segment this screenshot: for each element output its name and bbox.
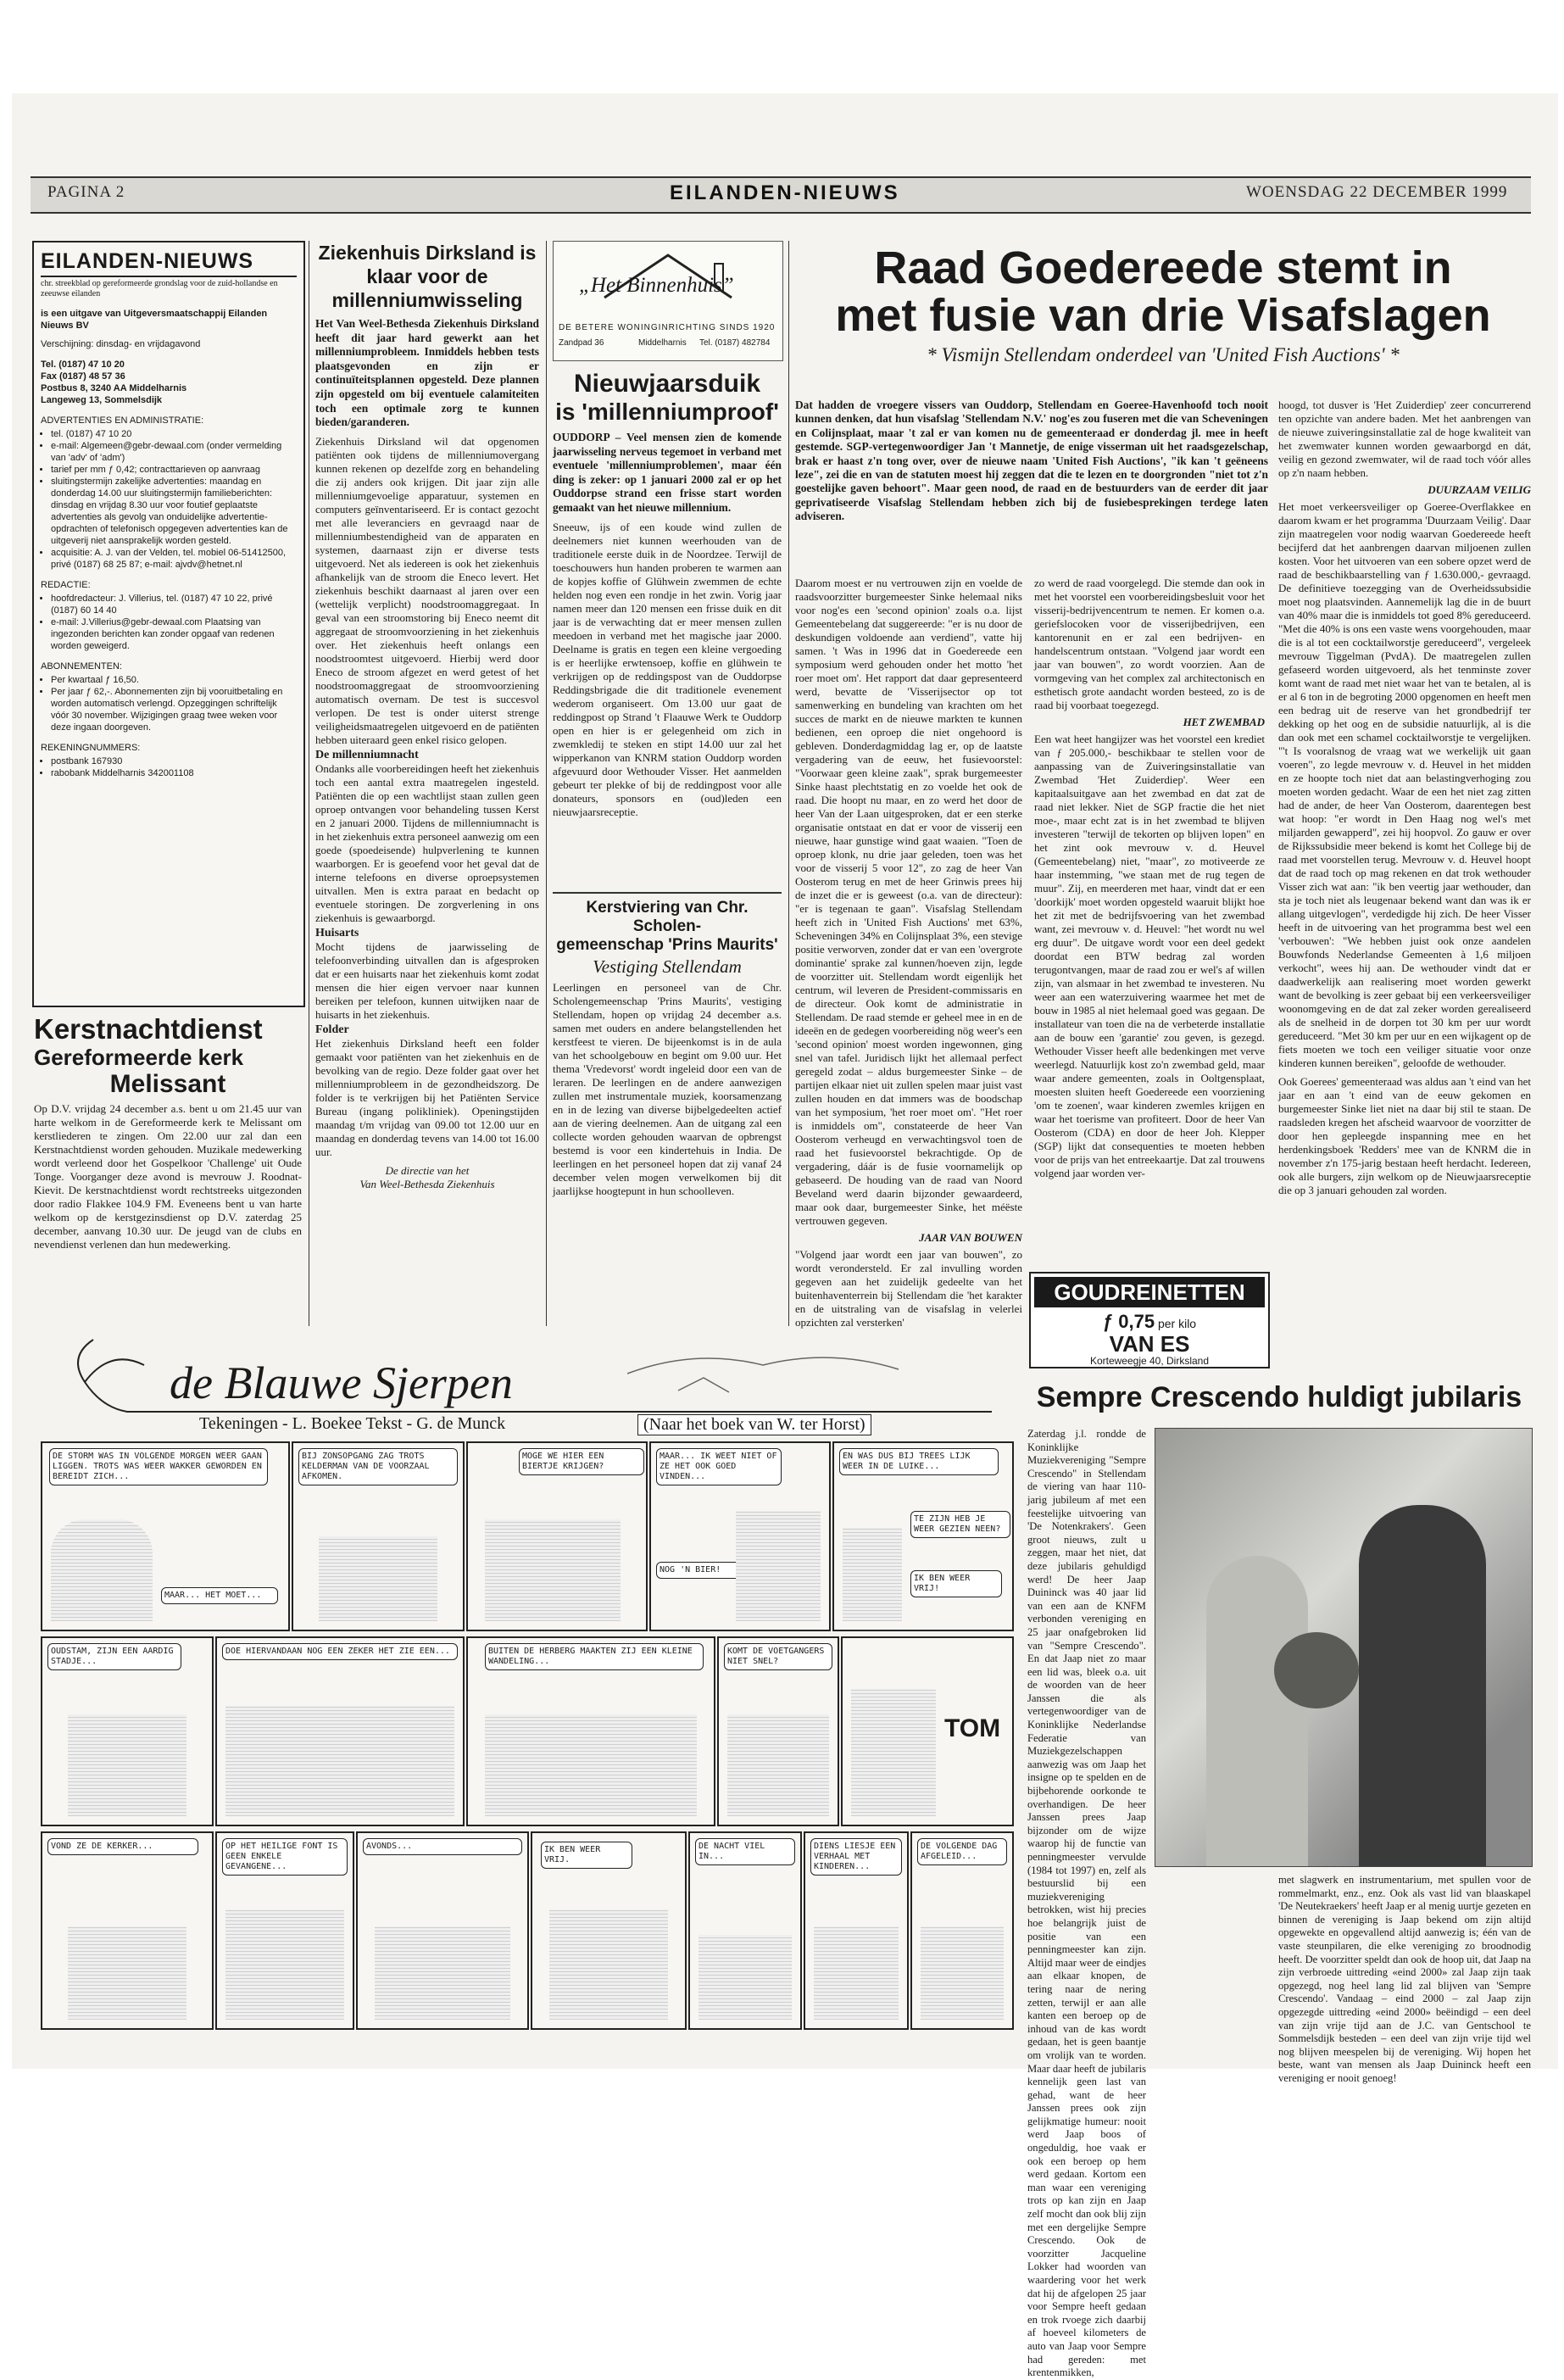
- figure: [699, 1935, 792, 2020]
- visafslag-col3: hoogd, tot dusver is 'Het Zuiderdiep' zeer concurrerend ten opzichte van andere baden. Met het aanbrengen van de nieuwe zuiveringsinstallatie zal de hoge kwaliteit van het zwemwater kunnen worden gewaarborgd en dát, veilig en gezond zwemwater, wil de raad toch vóór alles op z'n naam hebben. DUURZAAM VEILIG Het moet verkeersveiliger op Goeree-Overflakkee en daarom kwam er het programma 'Duurzaam Veilig'. Daar zijn maatregelen voor nodig waarvan Goedereede heeft becijferd dat het aanbrengen daarvan miljoenen zullen kosten. Voor het uitvoeren van een sobere opzet werd de raad de beschikbaarstelling van ƒ 1.630.000,- gevraagd. De definitieve toezegging van de Overheidssubsidie moet nog plaatsvinden. Aannemelijk lag die in de buurt van 40% maar die is inmiddels tot goed 8% gereduceerd. "Met die 40% is ons een vaste wens voorgehouden, maar die is al tot een cocktailworstje gereduceerd", vergeleek mevrouw Tiggelman (PvdA). De maatregelen zullen gefaseerd worden uitgevoerd, als het tenminste zover komt want de raad met niet waar het van te betalen, al is er al 6 ton in de begroting 2000 opgenomen en heeft men een bedrag uit de reserve van het grondbedrijf ter dekking op het oog en de subsidie natuurlijk, al is die dan ook met een schamel cocktailworstje te vergelijken. "'t Is vooralsnog de vraag wat we werkelijk uit gaan voeren", zo legde mevrouw v. d. Heuvel in het midden en ze hoopte toch niet dat aan belastingverhoging zou moeten worden gedacht. Waar de een het niet zag zitten had de ander, de heer Van Oosterom, daarentegen best wat hoop: "er wordt in Den Haag nog wel's met miljarden gewapperd", zei hij hoopvol. Zo gauw er over de Rijkssubsidie meer bekend is komt het College bij de raad met voorstellen terug. Mevrouw v. d. Heuvel hoopt dat de raad toch op mag rekenen en dat trok wethouder Visser zich wat aan: "ik ben veertig jaar wethouder, dan sta je toch niet als leugenaar bekend want dan was ik er allang uitgevlogen", verdedigde hij zich. De heer Visser heeft in de uitvoering van het programma best wel een 'verbouwen': "We hebben juist ook onze aandelen Bouwfonds Nederlandse Gemeenten à 1,6 miljoen verkocht", wees hij aan. De wethouder vindt dat er daadwerkelijk aan realisering moet worden gewerkt want de bevolking is zeer gebaat bij een verkeersveiliger woonomgeving en de dat zal zeker worden gerealiseerd als de snelheid in de dorpen tot 30 km per uur wordt gereduceerd. "Met 30 km per uur en een wijkagent op de fiets moeten we toch een veiliger situatie voor onze kinderen kunnen bereiken", geloofde de wethouder. Ook Goerees' gemeenteraad was aldus aan 't eind van het jaar en aan 't eind van de eeuw gekomen en burgemeester Sinke liet niet na daar bij stil te staan. De raadsleden kregen het afscheid waarvoor de voorzitter de door hen gepleegde inspanning mee en het herdenkingsboek 'Redders' mee van de KNRM die in november z'n 175-jarig bestaan heeft herdacht. Iedereen, ook alle burgers, zijn welkom op de Nieuwjaarsreceptie die op 3 januari gehouden zal worden.: [1278, 399, 1531, 1196]
- comic-balloon: DE STORM WAS IN VOLGENDE MORGEN WEER GAAN LIGGEN. TROTS WAS WEER WAKKER GEWORDEN EN BEREIDT ZICH...: [49, 1448, 268, 1485]
- figure: [727, 1714, 829, 1816]
- comic-panel-17: [910, 1831, 1014, 2030]
- subtitle: Vestiging Stellendam: [593, 956, 742, 977]
- visafslag-lead: Dat hadden de vroegere vissers van Ouddorp, Stellendam en Goeree-Havenhoofd toch nooit kunnen denken, dat hun visafslag 'Stellendam N.V.' nog'es zou fuseren met die van Scheveningen en Colijnsplaat, maar 't zal er van komen nu de gemeenteraad er donderdag jl. mee in heeft gestemde. SGP-vertegenwoordiger Jan 't Mannetje, de enige visserman uit het raadsgezelschap, brak er haast z'n tong over, over de nieuwe naam 'United Fish Auctions', "ik kan 't geëneens leze", zei die en van de statuten moest hij zeggen dat die te lezen en te doorgronden "niet tot z'n goestelijke gaven behoort". Maar geen nood, de raad en de bestuurders van de eerder dit jaar geprivatiseerde Visafslag Stellendam hebben zich bij de fusiebesprekingen terdege laten adviseren.: [795, 399, 1268, 523]
- comic-balloon: NOG 'N BIER!: [656, 1562, 765, 1579]
- comic-balloon: BIJ ZONSOPGANG ZAG TROTS KELDERMAN VAN DE VOORZAAL AFKOMEN.: [298, 1448, 458, 1485]
- colophon-redactie-heading: REDACTIE:: [41, 580, 91, 590]
- comic-balloon: DIENS LIESJE EEN VERHAAL MET KINDEREN...: [810, 1838, 902, 1876]
- headline-line3: Melissant: [109, 1070, 226, 1098]
- comic-panel-15: [688, 1831, 802, 2030]
- ad-binnenhuis: [553, 241, 783, 361]
- comic-panel-9: [717, 1636, 839, 1826]
- colophon-days: Verschijning: dinsdag- en vrijdagavond: [41, 339, 201, 349]
- goud-title: GOUDREINETTEN: [1034, 1277, 1265, 1307]
- comic-balloon: MAAR... IK WEET NIET OF ZE HET OOK GOED VINDEN...: [656, 1448, 782, 1485]
- colophon-ads-heading: ADVERTENTIES EN ADMINISTRATIE:: [41, 415, 204, 426]
- article-nieuwjaarsduik: [553, 370, 782, 878]
- headline-line2: Gereformeerde kerk: [34, 1045, 244, 1070]
- headline: Nieuwjaarsduik: [573, 370, 761, 398]
- column-rule: [546, 241, 547, 1326]
- figure: [68, 1714, 186, 1816]
- visafslag-sig: JAAR VAN BOUWEN: [919, 1231, 1022, 1244]
- masthead-title: EILANDEN-NIEUWS: [670, 181, 900, 204]
- comic-balloon: TE ZIJN HEB JE WEER GEZIEN NEEN?: [910, 1511, 1010, 1538]
- goud-name: VAN ES: [1109, 1331, 1190, 1357]
- figure: [843, 1528, 902, 1621]
- colophon-abon-list: • Per kwartaal ƒ 16,50. • Per jaar ƒ 62,-. Abonnementen zijn bij vooruitbetaling en worden automatisch verlengd. Opzeggingen schriftelijk vóór 30 november. Wijzigingen graag twee weken voor deze ingaan doorgeven.: [41, 674, 297, 733]
- figure: [225, 1706, 454, 1816]
- person-woman: [1206, 1556, 1308, 1866]
- paragraph: Ziekenhuis Dirksland wil dat opgenomen patiënten ook tijdens de millenniumovergang kunnen rekenen op dezelfde zorg en behandeling die zij anders ook krijgen. Dit jaar zijn alle millenniumgevoelige apparatuur, systemen en computers geïnventariseerd. Er is contact gezocht met alle leveranciers en gevraagd naar de millenniumbestendigheid van de apparaten en systemen, daarnaast zijn er diverse tests uitgevoerd. Net als iedereen is ook het ziekenhuis afhankelijk van de stroom die Eneco levert. Het ziekenhuis beschikt daarnaast al jaren over een (wettelijk verplicht) noodstroomaggregaat. In geval van een stroomstoring bij Eneco neemt dit aggregaat de stroomvoorziening in het ziekenhuis over. Het ziekenhuis heeft onlangs een noodstroomtest uitgevoerd. Hierbij werd door Eneco de stroom afgezet en werd getest of het noodstroomaggregaat de stroomvoorziening automatisch overnam. De test is succesvol verlopen. De test is onder uiterst strenge veiligheidsmaatregelen uitgevoerd en de patiënten hebben uiteraard geen enkel risico gelopen.: [315, 434, 539, 746]
- comic-sound-effect: TOM: [944, 1714, 1001, 1742]
- figure: [736, 1511, 821, 1621]
- comic-balloon: VOND ZE DE KERKER...: [47, 1838, 198, 1855]
- article-kerstviering: [553, 892, 782, 1331]
- comic-panel-6: [41, 1636, 214, 1826]
- headline: Kerstnachtdienst: [34, 1013, 263, 1045]
- colophon-contact: Tel. (0187) 47 10 20 Fax (0187) 48 57 36 Postbus 8, 3240 AA Middelharnis Langeweg 13, Sommelsdijk: [41, 360, 187, 405]
- subtitle: * Vismijn Stellendam onderdeel van 'United Fish Auctions' *: [927, 344, 1400, 365]
- headline-line2: met fusie van drie Visafslagen: [835, 290, 1491, 341]
- sempre-col1: Zaterdag j.l. rondde de Koninklijke Muziekvereniging "Sempre Crescendo" in Stellendam de viering van haar 110-jarig jubileum af met een feestelijke uitvoering van 'De Notenkrakers'. Geen groot nieuws, zult u zeggen, maar het niet, dat deze jubilaris gehuldigd werd! De heer Jaap Duininck was 40 jaar lid van een aan de KNFM verbonden vereniging en 25 jaar onafgebroken lid van "Sempre Crescendo". En dat Jaap niet zo maar een lid was, bleek o.a. uit de woorden van de heer Janssen die als vertegenwoordiger van de Koninklijke Nederlandse Federatie van Muziekgezelschappen aanwezig was om Jaap het insigne op te spelden en de bijbehorende oorkonde te overhandigen. De heer Janssen prees Jaap bijzonder om de wijze waarop hij de functie van penningmeester vervulde (1984 tot 1997) en, zelf als bestuurslid bij een muziekvereniging betrokken, wist hij precies hoe belangrijk juist de positie van een penningmeester kan zijn. Altijd maar weer de eindjes aan elkaar knopen, de tering naar de nering zetten, terwijl er aan alle kanten een beroep op de inhoud van de kas wordt gedaan, het is geen baantje om vrolijk van te worden. Maar daar heeft de jubilaris kennelijk geen last van gehad, want de heer Janssen prees ook zijn gelijkmatige humeur: nooit werd Jaap boos of ongeduldig, hoe vaak er ook een beroep op hem werd gedaan. Kortom een man waar een vereniging trots op kan zijn en Jaap zelf mocht dan ook blij zijn met een dergelijke Sempre Crescendo. Ook de voorzitter Jacqueline Lokker had woorden van waardering voor het werk dat hij de afgelopen 25 jaar voor Sempre heeft gedaan en trok rvoege zich daarbij af hoeveel kilometers de auto van Jaap voor Sempre had gereden: met krentenmikken,: [1027, 1428, 1146, 2379]
- goud-price-row: ƒ 0,75 per kilo: [1102, 1311, 1197, 1332]
- issue-date: WOENSDAG 22 DECEMBER 1999: [1246, 183, 1508, 201]
- paragraph: Mocht tijdens de jaarwisseling de telefoonverbinding uitvallen dan is afgesproken dat er een huisarts naar het ziekenhuis komt zodat mensen die hier eigen vervoer naar kunnen bereiken per telefoon, kunnen uitwijken naar de huisarts in het ziekenhuis.: [315, 939, 539, 1021]
- comic-balloon: DE VOLGENDE DAG AFGELEID...: [917, 1838, 1007, 1865]
- comic-panel-13: [356, 1831, 529, 2030]
- comic-panel-2: [292, 1441, 465, 1631]
- comic-panel-12: [215, 1831, 354, 2030]
- comic-source: (Naar het boek van W. ter Horst): [637, 1414, 871, 1435]
- flowers: [1274, 1632, 1359, 1708]
- goud-address: Korteweegje 40, Dirksland: [1089, 1355, 1210, 1367]
- figure: [68, 1926, 186, 2020]
- lead: OUDDORP – Veel mensen zien de komende jaarwisseling nerveus tegemoet in verband met eventuele 'millenniumproblemen', maar één ding is zeker: op 1 januari 2000 zal er op het Ouddorpse strand een frisse start worden gemaakt van het nieuwe millennium.: [553, 431, 782, 514]
- figure: [225, 1909, 344, 2020]
- article-body: Leerlingen en personeel van de Chr. Scholengemeenschap 'Prins Maurits', vestiging Stellendam, hopen op vrijdag 24 december a.s. samen met ouders en andere belangstellenden het kerstfeest te vieren. De bijeenkomst is in de aula van het schoolgebouw en begint om 9.00 uur. Het thema 'Vredevorst' wordt ingeleid door een van de leraren. De leerlingen en de andere aanwezigen zullen met instrumentale muziek, koorsamenzang en in de lezing van diverse bijbelgedeelten actief aan de viering deelnemen. Aan de uitgang zal een collecte worden gehouden waarvan de opbrengst bestemd is voor een kindertehuis in India. De leerlingen en het personeel hopen dat zij vanaf 24 december velen mogen verwelkomen bij dit jaarlijkse hoogtepunt in hun schoolleven.: [553, 981, 782, 1197]
- subheading: Folder: [315, 1023, 349, 1036]
- paragraph: Ondanks alle voorbereidingen heeft het ziekenhuis toch een aantal extra maatregelen ingesteld. Patiënten die op een wachtlijst staan zullen geen oproep ontvangen voor behandeling tussen Kerst en 2 januari 2000. Tijdens de millenniumnacht is in het ziekenhuis extra personeel aanwezig om een goede (spoedeisende) hulpverlening te kunnen waarborgen. Er is geoefend voor het geval dat de interne telefoons en diverse oproepsystemen uitvallen. Men is extra paraat en bedacht op eventuele storingen. De zorgverlening in ons ziekenhuis is gewaarborgd.: [315, 761, 539, 924]
- ad-goudreinetten: [1029, 1272, 1270, 1368]
- colophon-redactie-list: • hoofdredacteur: J. Villerius, tel. (0187) 47 10 22, privé (0187) 60 14 40 • e-mail: J.Villerius@gebr-dewaal.com Plaatsing van ingezonden berichten kan zonder opgaaf van redenen worden geweigerd.: [41, 593, 297, 652]
- colophon-rek-list: • postbank 167930 • rabobank Middelharnis 342001108: [41, 755, 297, 779]
- headline: Kerstviering van Chr. Scholen-: [586, 899, 749, 935]
- signature: De directie van het Van Weel-Bethesda Ziekenhuis: [359, 1163, 495, 1190]
- comic-panel-10: [841, 1636, 1014, 1826]
- comic-balloon: IK BEN WEER VRIJ.: [541, 1842, 632, 1869]
- comic-balloon: OP HET HEILIGE FONT IS GEEN ENKELE GEVANGENE...: [222, 1838, 348, 1876]
- binnenhuis-phone: Tel. (0187) 482784: [699, 338, 771, 348]
- figure: [549, 1909, 668, 2020]
- comic-panel-5: [832, 1441, 1014, 1631]
- figure: [375, 1926, 510, 2020]
- sempre-col1b: [1155, 1874, 1270, 2026]
- colophon-rek-heading: REKENINGNUMMERS:: [41, 743, 141, 753]
- comic-balloon: MOGE WE HIER EEN BIERTJE KRIJGEN?: [519, 1448, 644, 1475]
- comic-balloon: BUITEN DE HERBERG MAAKTEN ZIJ EEN KLEINE WANDELING...: [485, 1643, 704, 1670]
- headline-line2: gemeenschap 'Prins Maurits': [556, 936, 778, 954]
- comic-panel-4: [649, 1441, 831, 1631]
- comic-balloon: OUDSTAM, ZIJN EEN AARDIG STADJE...: [47, 1643, 181, 1670]
- comic-balloon: DOE HIERVANDAAN NOG EEN ZEKER HET ZIE EEN...: [222, 1643, 458, 1660]
- colophon-tagline: chr. streekblad op gereformeerde grondslag voor de zuid-hollandse en zeeuwse eilanden: [41, 279, 278, 298]
- figure: [814, 1926, 899, 2020]
- article-kerstnachtdienst: [34, 1014, 302, 1336]
- comic-panel-16: [804, 1831, 909, 2030]
- subheading-veilig: DUURZAAM VEILIG: [1428, 483, 1531, 496]
- article-body: Op D.V. vrijdag 24 december a.s. bent u om 21.45 uur van harte welkom in de Gereformeerde kerk te Melissant om kerstliederen te zingen. Om 22.00 uur zal dan een Kerstnachtdienst worden gehouden. Muzikale medewerking wordt verleend door het Gospelkoor 'Challenge' uit Oude Tonge. Voorganger deze avond is mevrouw J. Roodnat-Kievit. De kerstnachtdienst wordt rechtstreeks uitgezonden door radio Flakkee 104.9 FM. Eveneens bent u van harte welkom op de kerstgezinsdienst op D.V. zaterdag 25 december, aanvang 10.30 uur. De jeugd van de clubs en nevendienst verlenen dan hun medewerking.: [34, 1102, 302, 1251]
- comic-strip: [34, 1331, 1017, 2035]
- comic-balloon: MAAR... HET MOET...: [161, 1587, 278, 1604]
- figure: [319, 1536, 437, 1621]
- comic-balloon: KOMT DE VOETGANGERS NIET SNEL?: [724, 1643, 832, 1670]
- comic-balloon: DE NACHT VIEL IN...: [695, 1838, 795, 1865]
- headline: Ziekenhuis Dirksland is klaar voor de millenniumwisseling: [318, 242, 537, 311]
- visafslag-col2: zo werd de raad voorgelegd. Die stemde dan ook in met het voorstel een voorbereidingsbesluit voor het visserij-bedrijvencentrum te nemen. Er komen o.a. geriefslocoken voor de visserijbedrijven, een kantorenunit en er zal een bedrijven- en handelscentrum ontstaan. "Volgend jaar wordt een jaar van bouwen", zo wordt voorzien. Aan de vormgeving van het complex zal architectonisch en esthetisch grote aandacht worden besteed, zo is de raad bij voorbaat toegezegd. HET ZWEMBAD Een wat heet hangijzer was het voorstel een krediet van ƒ 205.000,- beschikbaar te stellen voor de aanpassing van de Zuiveringsinstallatie van Zwembad 'Het Zuiderdiep'. Weer een kapitaalsuitgave aan het zwembad en dat zat de raad niet lekker. Niet de SGP fractie die het niet moe-, maar echt zat is in het zwembad te blijven investeren "terwijl de tekorten op blijven lopen" en het zint ook mevrouw v. d. Heuvel (Gemeentebelang) niet, "maar", zo motiveerde ze haar instemming, "we staan met de rug tegen de muur". Zij, en meerderen met haar, vindt dat er een 'doorkijk' moet worden opgesteld waaruit blijkt hoe het zit met de bedrijfsvoering van het zwembad want, zei mevrouw v. d. Heuvel: "het wordt nu wel erg duur". De uitgave wordt voor een deel gedekt doordat een BTW bedrag zal worden terugontvangen, maar de raad zou er wel's af willen zijn, van alsmaar in het zwembad te investeren. Nu weer aan een waterzuivering waarmee het met de bouw in 1985 al niet helemaal goed was gegaan. De installateur van toen die na de verbeterde installatie aan de bouw een 'garantie' zou geven, is gezegd. Wethouder Visser heeft alle bedenkingen met verve weerlegd. Natuurlijk kost zo'n zwembad geld, maar waar andere gemeenten, zoals in Ooltgensplaat, moesten sluiten heeft Goedereede een voorziening 'om te zoenen', waar kinderen zwemles krijgen en waar het toerisme van profiteert. Door de heer Van Oosterom (CDA) en door de heer Joh. Klepper (SGP) lijkt dat consequenties te moeten hebben voor de prijs van het entreekaartje. Dat zal trouwens volgend jaar worden ver-: [1034, 577, 1265, 1179]
- headline-line2: is 'millenniumproof': [555, 399, 779, 425]
- subheading-zwembad: HET ZWEMBAD: [1183, 716, 1265, 728]
- column-rule: [788, 241, 789, 1326]
- comic-credits: Tekeningen - L. Boekee Tekst - G. de Munck: [199, 1414, 506, 1433]
- person-man: [1359, 1505, 1486, 1866]
- binnenhuis-tagline: DE BETERE WONINGINRICHTING SINDS 1920: [559, 323, 776, 332]
- colophon-box: [32, 241, 305, 1007]
- lead: Het Van Weel-Bethesda Ziekenhuis Dirksland heeft dit jaar hard gewerkt aan het millenniumprobleem. Inmiddels hebben tests plaatsgevonden en zijn er continuïteitsplannen opgesteld. Deze plannen zijn opgesteld om bij eventuele calamiteiten toch een optimale zorg te kunnen bieden/garanderen.: [315, 317, 539, 429]
- article-ziekenhuis: [315, 241, 539, 1326]
- comic-balloon: AVONDS...: [363, 1838, 522, 1855]
- binnenhuis-address: Zandpad 36: [559, 338, 604, 348]
- comic-balloon: IK BEN WEER VRIJ!: [910, 1570, 1002, 1597]
- figure: [921, 1926, 1004, 2020]
- colophon-ads-list: • tel. (0187) 47 10 20 • e-mail: Algemeen@gebr-dewaal.com (onder vermelding van 'adv' of 'adm') • tarief per mm ƒ 0,42; contracttarieven op aanvraag • sluitingstermijn zakelijke advertenties: maandag en donderdag 14.00 uur sluitingstermijn familieberichten: dinsdag en vrijdag 8.30 uur voor foutief geplaatste advertenties als gevolg van onduidelijke advertentie-opdrachten of telefonisch opgegeven advertenties kan de uitgeverij niet aansprakelijk worden gesteld. • acquisitie: A. J. van der Velden, tel. mobiel 06-51412500, privé (0187) 68 25 87; e-mail: ajvdv@hetnet.nl: [41, 428, 297, 571]
- sempre-col2: met slagwerk en instrumentarium, met spullen voor de rommelmarkt, enz., enz. Ook als vast lid van blaaskapel 'De Neutekraekers' heeft Jaap er al menig uurtje gezeten en binnen de vereniging is Jaap bekend om zijn altijd opgewekte en opgevallend altijd aanwezig is; één van de vaste steunpilaren, die elke vereniging zo broodnodig heeft. De voorzitter speldt dan ook de hoop uit, dat Jaap na zijn verbroede uittreding «eind 2000» zal Jaap zijn taak opgezegd, nog heel lang lid zal blijven van 'Sempre Crescendo'. Vandaag – eind 2000 – zal Jaap zijn opgezegde uittreding «eind 2000» beëindigd – een deel van zijn vrije tijd aan de J.C. van Gentschool te Sommelsdijk besteden – een deel van zijn vrije tijd wel nog blijven meespelen bij de vereniging. Wij hopen het beste, want van mensen als Jaap Duininck heeft een vereniging er nooit genoeg!: [1278, 1874, 1531, 2084]
- subheading: De millenniumnacht: [315, 748, 419, 761]
- jubilaris-photo: [1155, 1428, 1533, 1867]
- colophon-logo: EILANDEN-NIEUWS: [41, 249, 297, 277]
- figure: [485, 1519, 621, 1621]
- figure: [851, 1689, 936, 1816]
- sempre-headline: Sempre Crescendo huldigt jubilaris: [1036, 1381, 1522, 1413]
- colophon-publisher: is een uitgave van Uitgeversmaatschappij Eilanden Nieuws BV: [41, 309, 268, 331]
- figure: [485, 1714, 697, 1816]
- comic-panel-11: [41, 1831, 214, 2030]
- subheading: Huisarts: [315, 926, 359, 939]
- binnenhuis-logo-text: „Het Binnenhuis”: [579, 274, 734, 297]
- comic-title: de Blauwe Sjerpen: [170, 1357, 513, 1408]
- article-visafslag: [795, 244, 1531, 366]
- figure: [51, 1519, 153, 1621]
- comic-balloon: EN WAS DUS BIJ TREES LIJK WEER IN DE LUIKE...: [839, 1448, 999, 1475]
- article-body: Sneeuw, ijs of een koude wind zullen de deelnemers niet kunnen weerhouden van de traditionele eerste duik in de Noordzee. Terwijl de toeschouwers hun handen proberen te warmen aan de kopjes koffie of Glühwein zwemmen de echte helden nog even een rondje in het zwin. Vorig jaar namen meer dan 120 mensen een frisse duik en dit jaar is de verwachting dat er meer mensen zullen meedoen in verband met het magische jaar 2000. Deelname is gratis en tegen een kleine vergoeding is er heerlijke erwtensoep, koffie en glühwein te verkrijgen op de reddingspost van de Ouddorpse Reddingsbrigade die dit traditionele evenement wederom organiseert. Om 13.00 uur gaat de reddingpost op Strand 't Flaauwe Werk te Ouddorp open en hier is er gelegenheid om zich in zwemkledij te steken en stipt 14.00 uur zal het wipperkanon van KNRM station Ouddorp worden afgevuurd door Wethouder Visser. Het aanmelden gebeurt ter plekke of bij de reddingpost voor alle donateurs, sponsors en (oud)leden een nieuwjaarsreceptie.: [553, 520, 782, 818]
- colophon-abon-heading: ABONNEMENTEN:: [41, 661, 122, 672]
- comic-panel-14: [531, 1831, 687, 2030]
- binnenhuis-place: Middelharnis: [638, 338, 687, 348]
- comic-panel-8: [466, 1636, 715, 1826]
- paragraph: Het ziekenhuis Dirksland heeft een folder gemaakt voor patiënten van het ziekenhuis en de bevolking van de regio. Deze folder gaat over het millenniumprobleem in de gezondheidszorg. De folder is te verkrijgen bij het Patiënten Service Bureau (ingang polikliniek). Openingstijden maandag t/m vrijdag van 09.00 tot 12.00 uur en maandag en donderdag tevens van 14.00 tot 16.00 uur.: [315, 1036, 539, 1158]
- comic-panel-1: [41, 1441, 290, 1631]
- headline: Raad Goedereede stemt in: [874, 242, 1452, 293]
- comic-panel-3: [466, 1441, 648, 1631]
- page-number: PAGINA 2: [47, 183, 125, 201]
- visafslag-col1: Daarom moest er nu vertrouwen zijn en voelde de raadsvoorzitter burgemeester Sinke helemaal niks voor nog'es een 'second opinion' zoals o.a. lijst Gemeentebelang dat suggereerde: "er is nu door de deskundigen voldoende aan verdiend", vatte hij samen. 't Was in 1996 dat in Goedereede een symposium werd gehouden onder het motto 'het roer moet om'. Het rapport dat daar gepresenteerd werd, bevatte de 'Visserijsector op tot samenwerking en bundeling van krachten om het succes de markt en de nieuwe markten te kunnen bedienen, een oproep die niet ongehoord is gebleven. Donderdagmiddag lag er, op de laatste vergadering van de eeuw, het fusievoorstel: "Voorwaar geen kleine zaak", sprak burgemeester Sinke haast plechtstatig en zo voelde het ook de raad. Die hoopt nu maar, en zo werd het door de heer Van der Laan uitgesproken, dat er een sterke organisatie ontstaat en dat er voor de visserij een nieuwe, haar gunstige wind gaat waaien. "Toen de oproep klonk, nu drie jaar geleden, toen was het voor de visserij 5 voor 12", zo zag de heer Van Oosterom terug en met de heer Grinwis prees hij de inzet die er is geweest (o.a. van de directeur): "er is tegenaan te gaan". Visafslag Stellendam heeft zich in 'United Fish Auctions' met 63%, Scheveningen 34% en Colijnsplaat 3%, een stevige positie verworven, zonder dat er van een 'overgrote dominantie' sprake zal kunnen/hoeven zijn, legde de voorzitter uit. Stellendam wordt eigenlijk het centrum, wil leveren de President-commissaris en de directeur. Ook komt de administratie in Stellendam. De raad stemde er geheel mee in en de ideeën en de gedegen voorbereiding nög weer's een 'second opinion' moest worden ingewonnen, ging snel van tafel. Juridisch lijkt het allemaal perfect geregeld zodat – aldus burgemeester Sinke – de partijen elkaar niet uit zullen spelen maar juist vast zullen houden en dat immers was de boodschap van het symposium, 'het roer moet om'. "Het roer is inmiddels om", constateerde de heer Van Oosterom verheugd en verwachtingsvol toen de raad het fusievoorstel bekrachtigde. Op de vergadering, dáár is de fusie voornamelijk op gebaseerd. De houding van de raad van Noord Beveland werd daarin bijzonder gewaardeerd, maar ook daar, burgemeester Sinke, het méëste vertrouwen gegeven. JAAR VAN BOUWEN "Volgend jaar wordt een jaar van bouwen", zo wordt verondersteld. Er zal invulling worden gegeven aan het zuidelijk gedeelte van het buitenhaventerrein bij Stellendam die 'het karakter en de uitstraling van de visafslag in velerlei opzichten zal versterken': [795, 577, 1022, 1329]
- comic-panel-7: [215, 1636, 465, 1826]
